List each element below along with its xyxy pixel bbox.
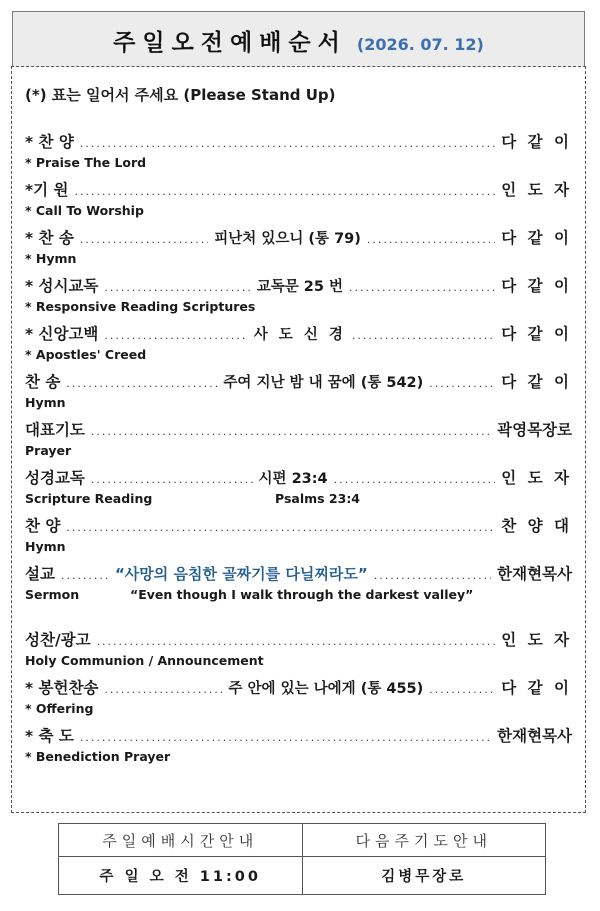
dot-leader — [349, 281, 495, 294]
item-detail: 주여 지난 밤 내 꿈에 (통 542) — [223, 375, 424, 391]
program-item — [25, 274, 572, 314]
item-english-detail: Psalms 23:4 — [275, 491, 361, 506]
item-leader: 다 같 이 — [501, 373, 572, 391]
dot-leader — [61, 569, 109, 582]
dot-leader — [374, 569, 491, 582]
item-leader: 다 같 이 — [501, 679, 572, 697]
item-leader: 다 같 이 — [501, 229, 572, 247]
dot-leader — [367, 233, 495, 246]
program-item — [25, 676, 572, 716]
item-title: 성경교독 — [25, 469, 85, 487]
program-item — [25, 226, 572, 266]
item-title: * 신앙고백 — [25, 325, 99, 343]
program-item — [25, 130, 572, 170]
program-item — [25, 322, 572, 362]
dot-leader — [429, 377, 495, 390]
title-date: (2026. 07. 12) — [356, 35, 484, 54]
item-title: 찬 송 — [25, 373, 61, 391]
item-english: Hymn — [25, 395, 66, 410]
item-detail: 피난처 있으니 (통 79) — [214, 231, 361, 247]
program-item — [25, 418, 572, 458]
item-english: * Benediction Prayer — [25, 749, 171, 764]
item-leader: 다 같 이 — [501, 325, 572, 343]
item-detail: 사 도 신 경 — [253, 327, 346, 343]
next-prayer-value: 김병무장로 — [302, 857, 546, 895]
item-leader: 인 도 자 — [501, 631, 572, 649]
dot-leader — [104, 329, 247, 342]
dot-leader — [352, 329, 495, 342]
sermon-title: “사망의 음침한 골짜기를 다닐찌라도” — [114, 565, 368, 583]
item-title: * 찬 양 — [25, 133, 74, 151]
item-title: 찬 양 — [25, 517, 61, 535]
title — [13, 24, 584, 57]
next-prayer-header: 다음주기도안내 — [302, 824, 546, 857]
item-leader: 인 도 자 — [501, 181, 572, 199]
worship-time-value: 주 일 오 전 11:00 — [59, 857, 303, 895]
item-leader: 인 도 자 — [501, 469, 572, 487]
item-leader: 한재현목사 — [497, 565, 572, 583]
dot-leader — [104, 281, 250, 294]
program-item — [25, 370, 572, 410]
item-english: Scripture Reading — [25, 491, 153, 506]
program-item — [25, 628, 572, 668]
title-box — [12, 11, 585, 67]
dot-leader — [66, 521, 495, 534]
program-item-sermon — [25, 562, 572, 602]
item-english: Hymn — [25, 539, 66, 554]
program-item — [25, 724, 572, 764]
item-title: * 성시교독 — [25, 277, 99, 295]
dot-leader — [91, 473, 253, 486]
item-title: * 봉헌찬송 — [25, 679, 99, 697]
info-table — [58, 823, 546, 895]
item-detail: 교독문 25 번 — [256, 279, 343, 295]
item-english: * Offering — [25, 701, 94, 716]
program-item — [25, 178, 572, 218]
item-title: *기 원 — [25, 181, 69, 199]
item-leader: 찬 양 대 — [501, 517, 572, 535]
stand-up-note: (*) 표는 일어서 주세요 (Please Stand Up) — [25, 86, 336, 104]
item-detail: 시편 23:4 — [258, 471, 328, 487]
item-title: 대표기도 — [25, 421, 85, 439]
dot-leader — [429, 683, 495, 696]
item-leader: 곽영목장로 — [497, 421, 572, 439]
dot-leader — [104, 683, 222, 696]
title-main: 주일오전예배순서 — [113, 30, 347, 56]
item-title: * 축 도 — [25, 727, 74, 745]
item-english: * Apostles' Creed — [25, 347, 147, 362]
item-english: * Responsive Reading Scriptures — [25, 299, 256, 314]
program-item — [25, 514, 572, 554]
item-leader: 다 같 이 — [501, 133, 572, 151]
dot-leader — [74, 185, 495, 198]
item-english: * Call To Worship — [25, 203, 144, 218]
item-detail: 주 안에 있는 나에게 (통 455) — [228, 681, 424, 697]
item-english: * Hymn — [25, 251, 77, 266]
item-title: 설교 — [25, 565, 55, 583]
item-leader: 한재현목사 — [497, 727, 572, 745]
item-english: Prayer — [25, 443, 72, 458]
item-title: 성찬/광고 — [25, 631, 91, 649]
dot-leader — [97, 635, 496, 648]
dot-leader — [91, 425, 491, 438]
item-english: * Praise The Lord — [25, 155, 147, 170]
dot-leader — [334, 473, 496, 486]
dot-leader — [66, 377, 217, 390]
item-title: * 찬 송 — [25, 229, 74, 247]
sermon-title-english: “Even though I walk through the darkest valley” — [130, 587, 474, 602]
worship-time-header: 주일예배시간안내 — [59, 824, 303, 857]
item-leader: 다 같 이 — [501, 277, 572, 295]
item-english: Holy Communion / Announcement — [25, 653, 264, 668]
dot-leader — [80, 233, 208, 246]
item-english: Sermon — [25, 587, 80, 602]
program-item — [25, 466, 572, 506]
dot-leader — [80, 731, 491, 744]
dot-leader — [80, 137, 495, 150]
